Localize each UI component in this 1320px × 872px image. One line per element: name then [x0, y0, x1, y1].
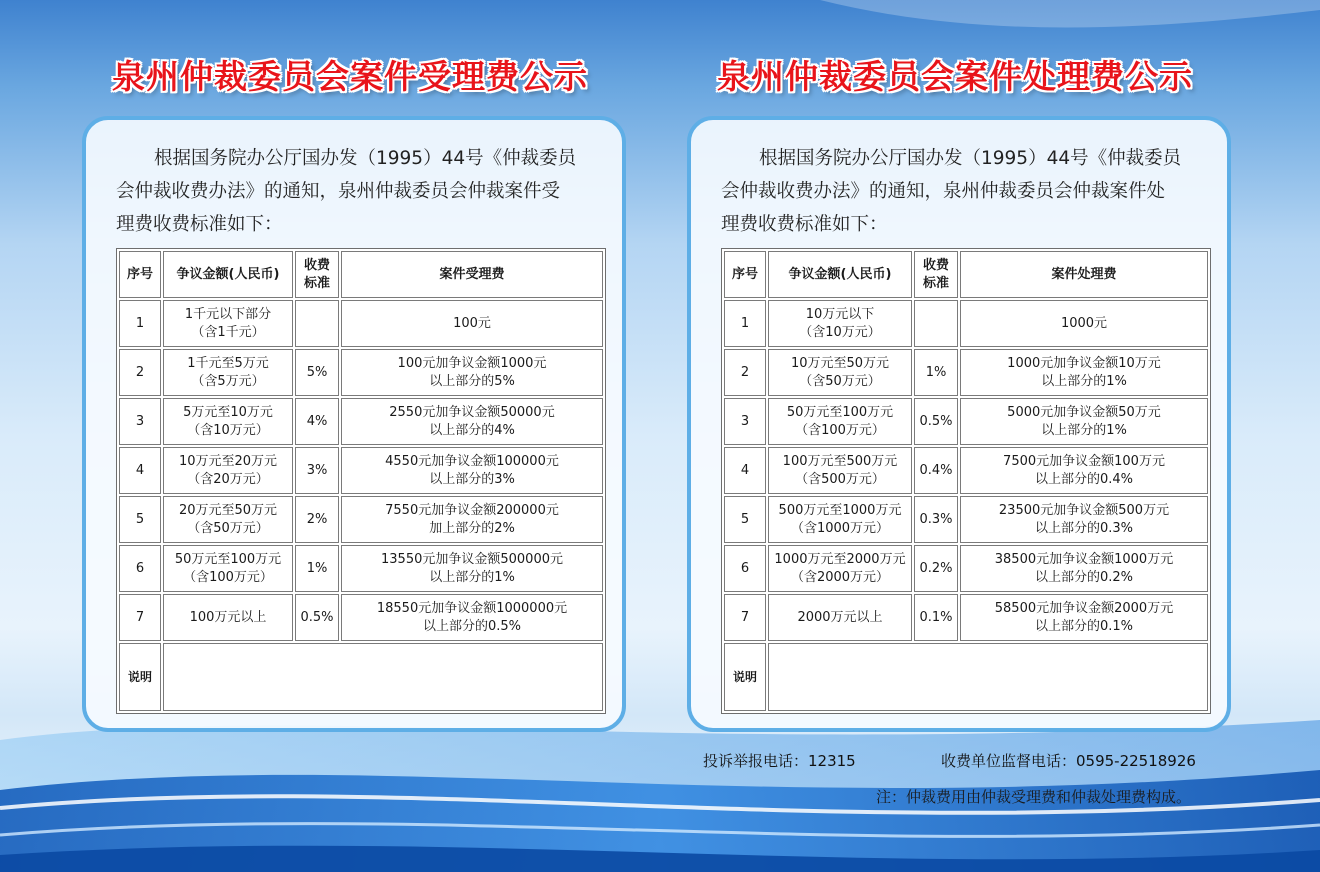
cell-no: 4 [724, 447, 766, 494]
left-panel [82, 116, 626, 732]
amount-line: （含10万元） [799, 324, 881, 340]
supervision-phone: 收费单位监督电话：0595-22518926 [941, 752, 1196, 770]
fee-line: 以上部分的1% [429, 569, 515, 585]
table-row [724, 594, 1208, 641]
left-title: 泉州仲裁委员会案件受理费公示 [112, 57, 588, 96]
fee-line: 38500元加争议金额1000万元 [994, 551, 1174, 567]
header-rate [914, 251, 958, 298]
cell-fee [341, 496, 603, 543]
header-amount: 争议金额(人民币) [163, 251, 293, 298]
table-note-row [119, 643, 603, 711]
left-intro [116, 142, 606, 241]
note-content [768, 643, 1208, 711]
cell-fee [341, 545, 603, 592]
amount-line: 10万元至50万元 [790, 355, 890, 371]
cell-amount [768, 349, 912, 396]
amount-line: 5万元至10万元 [183, 404, 273, 420]
header-fee: 案件受理费 [341, 251, 603, 298]
cell-amount [768, 545, 912, 592]
header-no: 序号 [724, 251, 766, 298]
cell-rate: 0.5% [914, 398, 958, 445]
fee-line: 加上部分的2% [429, 520, 515, 536]
table-row [119, 496, 603, 543]
table-row [724, 545, 1208, 592]
cell-rate: 2% [295, 496, 339, 543]
amount-line: 500万元至1000万元 [778, 502, 902, 518]
amount-line: 20万元至50万元 [178, 502, 278, 518]
cell-rate: 5% [295, 349, 339, 396]
fee-line: 以上部分的0.1% [1034, 618, 1134, 634]
footer-note: 注：仲裁费用由仲裁受理费和仲裁处理费构成。 [876, 788, 1192, 806]
cell-fee [960, 545, 1208, 592]
header-rate-line: 标准 [303, 275, 330, 291]
table-row [724, 300, 1208, 347]
cell-rate: 0.1% [914, 594, 958, 641]
amount-line: 10万元以下 [805, 306, 875, 322]
amount-line: （含10万元） [187, 422, 269, 438]
cell-no: 5 [724, 496, 766, 543]
cell-no: 1 [724, 300, 766, 347]
fee-line: 13550元加争议金额500000元 [381, 551, 563, 567]
cell-amount [163, 594, 293, 641]
right-intro-line: 会仲裁收费办法》的通知，泉州仲裁委员会仲裁案件处 [721, 181, 1166, 202]
cell-rate: 1% [914, 349, 958, 396]
table-note-row [724, 643, 1208, 711]
amount-line: 100万元以上 [189, 609, 267, 625]
header-rate-line: 收费 [922, 257, 949, 273]
fee-line: 7550元加争议金额200000元 [385, 502, 559, 518]
cell-no: 4 [119, 447, 161, 494]
header-rate-line: 标准 [922, 275, 949, 291]
left-intro-line: 会仲裁收费办法》的通知，泉州仲裁委员会仲裁案件受 [116, 181, 561, 202]
amount-line: 50万元至100万元 [174, 551, 282, 567]
cell-rate: 0.4% [914, 447, 958, 494]
cell-fee [960, 594, 1208, 641]
fee-line: 1000元 [1060, 315, 1108, 331]
cell-no: 1 [119, 300, 161, 347]
cell-no: 7 [724, 594, 766, 641]
header-rate [295, 251, 339, 298]
cell-fee [341, 349, 603, 396]
table-header-row [724, 251, 1208, 298]
amount-line: 1千元以下部分 [184, 306, 272, 322]
header-fee: 案件处理费 [960, 251, 1208, 298]
right-title: 泉州仲裁委员会案件处理费公示 [717, 57, 1193, 96]
amount-line: （含500万元） [795, 471, 885, 487]
cell-rate: 0.2% [914, 545, 958, 592]
cell-fee [341, 398, 603, 445]
fee-line: 以上部分的0.4% [1034, 471, 1134, 487]
left-fee-table [116, 248, 606, 714]
fee-line: 58500元加争议金额2000万元 [994, 600, 1174, 616]
table-header-row [119, 251, 603, 298]
left-intro-line: 理费收费标准如下： [116, 214, 283, 235]
cell-no: 3 [724, 398, 766, 445]
fee-line: 以上部分的0.5% [422, 618, 522, 634]
fee-line: 5000元加争议金额50万元 [1007, 404, 1161, 420]
amount-line: （含5万元） [191, 373, 265, 389]
cell-rate: 0.5% [295, 594, 339, 641]
cell-amount [768, 447, 912, 494]
cell-fee [341, 300, 603, 347]
fee-line: 1000元加争议金额10万元 [1007, 355, 1161, 371]
table-row [724, 496, 1208, 543]
cell-rate [914, 300, 958, 347]
note-label: 说明 [724, 643, 766, 711]
amount-line: （含50万元） [799, 373, 881, 389]
fee-line: 23500元加争议金额500万元 [998, 502, 1170, 518]
amount-line: 50万元至100万元 [786, 404, 894, 420]
amount-line: 1000万元至2000万元 [774, 551, 906, 567]
table-row [119, 545, 603, 592]
cell-fee [341, 594, 603, 641]
cell-no: 5 [119, 496, 161, 543]
fee-line: 以上部分的3% [429, 471, 515, 487]
amount-line: 2000万元以上 [797, 609, 883, 625]
fee-line: 4550元加争议金额100000元 [385, 453, 559, 469]
amount-line: 100万元至500万元 [782, 453, 898, 469]
cell-rate: 4% [295, 398, 339, 445]
note-label: 说明 [119, 643, 161, 711]
header-amount: 争议金额(人民币) [768, 251, 912, 298]
table-row [724, 349, 1208, 396]
amount-line: （含2000万元） [790, 569, 890, 585]
fee-line: 18550元加争议金额1000000元 [376, 600, 568, 616]
table-row [724, 447, 1208, 494]
left-intro-line: 根据国务院办公厅国办发（1995）44号《仲裁委员 [154, 148, 577, 169]
cell-amount [163, 545, 293, 592]
fee-line: 以上部分的1% [1041, 422, 1127, 438]
cell-fee [960, 496, 1208, 543]
amount-line: （含100万元） [795, 422, 885, 438]
fee-line: 2550元加争议金额50000元 [389, 404, 555, 420]
cell-fee [960, 398, 1208, 445]
amount-line: （含50万元） [187, 520, 269, 536]
fee-line: 以上部分的1% [1041, 373, 1127, 389]
fee-line: 7500元加争议金额100万元 [1003, 453, 1165, 469]
right-fee-table [721, 248, 1211, 714]
cell-fee [960, 349, 1208, 396]
right-intro-line: 根据国务院办公厅国办发（1995）44号《仲裁委员 [759, 148, 1182, 169]
table-row [119, 594, 603, 641]
fee-line: 100元 [453, 315, 491, 331]
amount-line: （含1千元） [191, 324, 265, 340]
complaint-phone: 投诉举报电话：12315 [703, 752, 856, 770]
cell-amount [768, 300, 912, 347]
table-row [119, 447, 603, 494]
cell-amount [768, 398, 912, 445]
cell-amount [163, 398, 293, 445]
cell-fee [341, 447, 603, 494]
cell-no: 2 [119, 349, 161, 396]
amount-line: （含20万元） [187, 471, 269, 487]
cell-amount [768, 594, 912, 641]
amount-line: （含1000万元） [790, 520, 890, 536]
fee-line: 以上部分的4% [429, 422, 515, 438]
amount-line: 10万元至20万元 [178, 453, 278, 469]
right-panel [687, 116, 1231, 732]
cell-amount [163, 496, 293, 543]
cell-no: 6 [119, 545, 161, 592]
fee-line: 以上部分的0.2% [1034, 569, 1134, 585]
cell-amount [768, 496, 912, 543]
table-row [119, 398, 603, 445]
cell-amount [163, 300, 293, 347]
table-row [119, 300, 603, 347]
fee-line: 以上部分的5% [429, 373, 515, 389]
cell-amount [163, 349, 293, 396]
right-intro [721, 142, 1211, 241]
table-row [119, 349, 603, 396]
cell-no: 7 [119, 594, 161, 641]
table-row [724, 398, 1208, 445]
cell-rate: 0.3% [914, 496, 958, 543]
cell-rate: 1% [295, 545, 339, 592]
header-rate-line: 收费 [303, 257, 330, 273]
cell-fee [960, 447, 1208, 494]
amount-line: 1千元至5万元 [187, 355, 269, 371]
fee-line: 以上部分的0.3% [1034, 520, 1134, 536]
fee-line: 100元加争议金额1000元 [397, 355, 547, 371]
amount-line: （含100万元） [183, 569, 273, 585]
cell-fee [960, 300, 1208, 347]
right-intro-line: 理费收费标准如下： [721, 214, 888, 235]
cell-amount [163, 447, 293, 494]
cell-no: 2 [724, 349, 766, 396]
header-no: 序号 [119, 251, 161, 298]
cell-no: 3 [119, 398, 161, 445]
cell-rate: 3% [295, 447, 339, 494]
cell-no: 6 [724, 545, 766, 592]
cell-rate [295, 300, 339, 347]
note-content [163, 643, 603, 711]
